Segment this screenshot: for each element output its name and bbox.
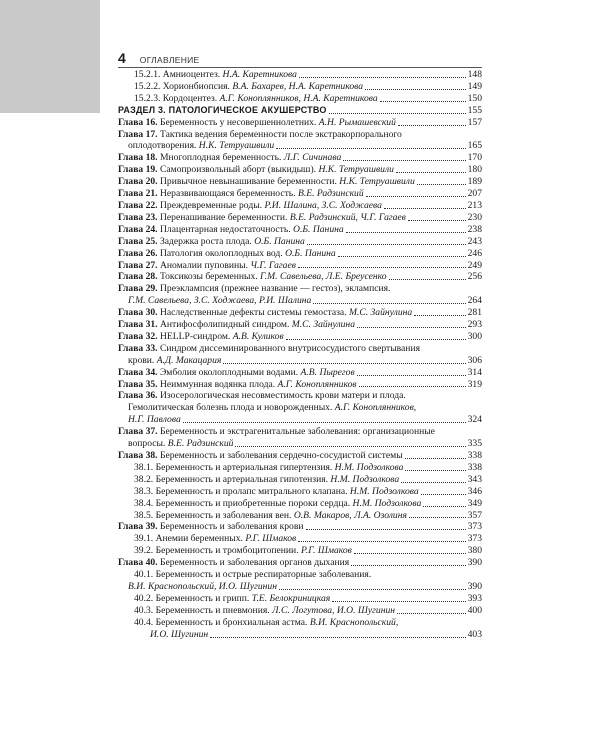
entry-author: А.Г. Коноплянников	[277, 378, 357, 390]
dot-leader	[397, 613, 466, 614]
page-ref: 157	[467, 116, 482, 128]
entry-author: Н.М. Подзолкова	[352, 497, 422, 509]
entry-author: Н.М. Подзолкова	[334, 461, 404, 473]
entry-title: Беременность и заболевания органов дыхания	[157, 557, 350, 569]
dot-leader	[359, 386, 466, 387]
toc-entry-text	[118, 105, 327, 117]
page-ref: 264	[467, 295, 482, 307]
toc-entry-text	[118, 260, 296, 272]
entry-title: Задержка роста плода.	[157, 235, 255, 247]
toc-entry-text	[134, 533, 296, 545]
chapter-label: Глава 26.	[118, 247, 158, 259]
dot-leader	[183, 422, 466, 423]
page-ref: 170	[467, 152, 482, 164]
toc-entry	[118, 379, 482, 391]
toc-entry-text	[150, 629, 208, 641]
entry-title: Беременность и заболевания крови	[157, 521, 304, 533]
entry-title: Тактика ведения беременности после экстракорпорального	[157, 128, 402, 140]
dot-leader	[408, 220, 466, 221]
toc-entry	[118, 200, 482, 212]
toc-entry-text	[118, 283, 390, 295]
entry-author: В.И. Краснопольский, И.О. Шугинин	[128, 580, 277, 592]
chapter-label: Глава 17.	[118, 128, 158, 140]
toc-entry	[118, 545, 482, 557]
entry-title: 39.2. Беременность и тромбоцитопении.	[134, 545, 301, 557]
toc-entry	[118, 414, 482, 426]
chapter-label: Глава 32.	[118, 330, 158, 342]
page-ref: 256	[467, 271, 482, 283]
toc-entry	[118, 117, 482, 129]
entry-title: 40.2. Беременность и грипп.	[134, 592, 252, 604]
section-title: ОГЛАВЛЕНИЕ	[139, 55, 200, 65]
toc-entry	[118, 617, 482, 629]
toc-entry	[118, 521, 482, 533]
page-ref: 380	[467, 545, 482, 557]
chapter-label: Глава 16.	[118, 116, 158, 128]
toc-entry-text	[134, 69, 297, 81]
entry-author: М.С. Зайнулина	[291, 319, 355, 331]
entry-author: Г.М. Савельева, З.С. Ходжаева, Р.И. Шалина	[128, 295, 312, 307]
toc-entry	[118, 93, 482, 105]
page-ref: 319	[467, 378, 482, 390]
dot-leader	[396, 172, 466, 173]
toc-entry	[118, 129, 482, 141]
entry-title: вопросы.	[128, 438, 168, 450]
entry-title: Плацентарная недостаточность.	[157, 223, 294, 235]
entry-title: Синдром диссеминированного внутрисосудистого свертывания	[157, 342, 420, 354]
toc-entry-text	[118, 224, 344, 236]
chapter-label: Глава 18.	[118, 152, 158, 164]
toc-entry-text	[118, 164, 394, 176]
toc-entry-text	[128, 140, 274, 152]
toc-entry	[118, 69, 482, 81]
toc-entry-text	[134, 93, 378, 105]
entry-author: Н.М. Подзолкова	[330, 473, 400, 485]
dot-leader	[401, 482, 465, 483]
toc-entry	[118, 569, 482, 581]
toc-entry	[118, 331, 482, 343]
dot-leader	[223, 363, 465, 364]
dot-leader	[423, 506, 465, 507]
page-ref: 349	[467, 497, 482, 509]
entry-author: О.Б. Панина	[254, 235, 305, 247]
toc-entry-text	[128, 414, 181, 426]
entry-author: Р.Г. Шмаков	[245, 533, 297, 545]
page-ref: 373	[467, 533, 482, 545]
entry-title: 15.2.3. Кордоцентез.	[134, 92, 220, 104]
page-ref: 335	[467, 438, 482, 450]
entry-author: Н.М. Подзолкова	[349, 485, 419, 497]
entry-title: Перенашивание беременности.	[157, 211, 290, 223]
toc-entry-text	[118, 343, 420, 355]
page-ref: 343	[467, 473, 482, 485]
entry-author: В.И. Краснопольский,	[309, 616, 399, 628]
toc-entry	[118, 462, 482, 474]
page-ref: 149	[467, 80, 482, 92]
entry-title: Эмболия околоплодными водами.	[157, 366, 301, 378]
toc-entry	[118, 367, 482, 379]
toc-entry-text	[128, 438, 233, 450]
page-ref: 230	[467, 211, 482, 223]
dot-leader	[306, 529, 466, 530]
entry-title: Токсикозы беременных.	[157, 271, 261, 283]
page-ref: 148	[467, 69, 482, 80]
toc-entry	[118, 140, 482, 152]
entry-author: Н.К. Тетруашвили	[339, 176, 415, 188]
entry-author: А.В. Куликов	[232, 330, 284, 342]
toc-entry	[118, 402, 482, 414]
dot-leader	[343, 160, 465, 161]
toc-entry	[118, 498, 482, 510]
entry-author: В.Е. Радзинский	[167, 438, 234, 450]
toc-entry-text	[118, 188, 364, 200]
dot-leader	[384, 208, 466, 209]
page-ref: 293	[467, 319, 482, 331]
chapter-label: Глава 19.	[118, 164, 158, 176]
toc-entry-text	[118, 117, 396, 129]
toc-entry	[118, 248, 482, 260]
entry-title: HELLP-синдром.	[157, 330, 233, 342]
toc-entry-text	[118, 200, 382, 212]
entry-title: Самопроизвольный аборт (выкидыш).	[157, 164, 319, 176]
toc-entry	[118, 283, 482, 295]
toc-entry	[118, 176, 482, 188]
dot-leader	[329, 113, 466, 114]
entry-title: 15.2.2. Хорионбиопсия.	[134, 80, 233, 92]
toc-entry	[118, 319, 482, 331]
toc-entry	[118, 224, 482, 236]
page-ref: 338	[467, 450, 482, 461]
entry-title: Патология околоплодных вод.	[157, 247, 286, 259]
page-ref: 207	[467, 188, 482, 200]
entry-author: Г.М. Савельева, Л.Е. Бреусенко	[260, 271, 387, 283]
dot-leader	[332, 601, 465, 602]
toc-entry-text	[134, 617, 398, 629]
page-ref: 357	[467, 509, 482, 521]
entry-title: Неиммунная водянка плода.	[157, 378, 278, 390]
entry-title: 15.2.1. Амниоцентез.	[134, 69, 223, 80]
header-rule	[118, 67, 482, 68]
entry-title: 39.1. Анемии беременных.	[134, 533, 246, 545]
page-ref: 324	[467, 414, 482, 426]
page-ref: 346	[467, 485, 482, 497]
entry-author: В.Е. Радзинский, Ч.Г. Гагаев	[289, 211, 406, 223]
chapter-label: Глава 31.	[118, 319, 158, 331]
page-ref: 390	[467, 580, 482, 592]
chapter-label: Глава 25.	[118, 235, 158, 247]
page-ref: 249	[467, 259, 482, 271]
dot-leader	[405, 458, 466, 459]
chapter-label: Глава 36.	[118, 390, 158, 402]
entry-author: А.Д. Макацария	[156, 354, 222, 366]
toc-entry-text	[118, 236, 305, 248]
page-ref: 314	[467, 366, 482, 378]
entry-title: 40.4. Беременность и бронхиальная астма.	[134, 616, 310, 628]
toc-entry-text	[134, 510, 407, 522]
page-ref: 189	[467, 176, 482, 188]
entry-author: О.Б. Панина	[285, 247, 336, 259]
entry-author: Т.Е. Белокриницкая	[251, 592, 331, 604]
dot-leader	[210, 637, 465, 638]
entry-author: Н.А. Каретникова	[222, 69, 297, 80]
toc-entry	[118, 212, 482, 224]
page-ref: 238	[467, 223, 482, 235]
chapter-label: Глава 23.	[118, 211, 158, 223]
dot-leader	[405, 470, 465, 471]
toc-entry	[118, 307, 482, 319]
page-header	[118, 50, 200, 64]
page-ref: 338	[467, 461, 482, 473]
toc-entry-text	[118, 379, 357, 391]
toc-entry-text	[118, 271, 387, 283]
page-ref: 243	[467, 235, 482, 247]
dot-leader	[351, 565, 465, 566]
entry-author: Л.С. Логутова, И.О. Шугинин	[272, 604, 396, 616]
toc-entry-text	[118, 390, 406, 402]
entry-title: Антифосфолипидный синдром.	[157, 319, 292, 331]
entry-title: Многоплодная беременность.	[157, 152, 284, 164]
entry-title: 38.3. Беременность и пролапс митрального клапана.	[134, 485, 350, 497]
toc-entry	[118, 152, 482, 164]
toc-entry	[118, 605, 482, 617]
chapter-label: Глава 30.	[118, 307, 158, 319]
dot-leader	[279, 589, 466, 590]
entry-author: А.Г. Коноплянников,	[334, 402, 417, 414]
toc-entry	[118, 355, 482, 367]
toc-entry	[118, 474, 482, 486]
dot-leader	[313, 303, 465, 304]
toc-entry-text	[118, 450, 403, 462]
entry-title: Привычное невынашивание беременности.	[157, 176, 340, 188]
page-ref: 150	[467, 92, 482, 104]
table-of-contents	[118, 69, 482, 641]
dot-leader	[307, 244, 466, 245]
entry-author: В.А. Бахарев, Н.А. Каретникова	[232, 80, 364, 92]
toc-entry-text	[134, 498, 421, 510]
toc-entry	[118, 510, 482, 522]
dot-leader	[409, 517, 466, 518]
toc-entry-text	[134, 593, 330, 605]
toc-entry-text	[118, 319, 355, 331]
entry-title: 40.3. Беременность и пневмония.	[134, 604, 273, 616]
toc-entry-text	[134, 462, 403, 474]
entry-title: 38.2. Беременность и артериальная гипотензия.	[134, 473, 331, 485]
dot-leader	[398, 125, 466, 126]
toc-entry	[118, 557, 482, 569]
dot-leader	[354, 553, 466, 554]
entry-title: Наследственные дефекты системы гемостаза.	[157, 307, 349, 319]
page-number: 4	[118, 50, 126, 66]
chapter-label: Глава 38.	[118, 450, 158, 461]
page-ref: 400	[467, 604, 482, 616]
chapter-label: Глава 24.	[118, 223, 158, 235]
toc-entry	[118, 390, 482, 402]
toc-entry	[118, 426, 482, 438]
toc-entry-text	[118, 248, 336, 260]
dot-leader	[286, 339, 466, 340]
dot-leader	[338, 256, 466, 257]
entry-author: Ч.Г. Гагаев	[250, 259, 296, 271]
toc-entry	[118, 450, 482, 462]
toc-entry-text	[118, 129, 402, 141]
entry-title: 38.5. Беременность и заболевания вен.	[134, 509, 294, 521]
chapter-label: Глава 35.	[118, 378, 158, 390]
entry-author: Н.К. Тетруашвили	[198, 140, 275, 152]
page-ref: 300	[467, 330, 482, 342]
chapter-label: Глава 34.	[118, 366, 158, 378]
entry-title: Изосерологическая несовместимость крови матери и плода.	[157, 390, 406, 402]
toc-entry-text	[134, 474, 399, 486]
entry-author: И.О. Шугинин	[150, 628, 209, 640]
part-title: РАЗДЕЛ 3. ПАТОЛОГИЧЕСКОЕ АКУШЕРСТВО	[118, 104, 327, 115]
toc-entry-text	[128, 355, 221, 367]
chapter-label: Глава 21.	[118, 188, 158, 200]
toc-entry	[118, 81, 482, 93]
page-ref: 180	[467, 164, 482, 176]
toc-entry-text	[118, 176, 415, 188]
entry-author: О.Б. Панина	[293, 223, 344, 235]
page-ref: 403	[467, 628, 482, 640]
entry-title: Беременность у несовершеннолетних.	[157, 116, 319, 128]
entry-title: Неразвивающаяся беременность.	[157, 188, 298, 200]
page-ref: 213	[467, 199, 482, 211]
toc-entry	[118, 438, 482, 450]
toc-entry-text	[118, 367, 355, 379]
entry-author: О.В. Макаров, Л.А. Озолиня	[293, 509, 407, 521]
toc-entry-text	[118, 521, 304, 533]
toc-entry-text	[118, 307, 412, 319]
chapter-label: Глава 22.	[118, 199, 158, 211]
entry-author: Л.Г. Сичинава	[283, 152, 342, 164]
toc-entry	[118, 533, 482, 545]
dot-leader	[389, 279, 466, 280]
toc-entry	[118, 343, 482, 355]
toc-entry	[118, 271, 482, 283]
entry-author: В.Е. Радзинский	[297, 188, 364, 200]
toc-entry	[118, 629, 482, 641]
page-ref: 281	[467, 307, 482, 319]
chapter-label: Глава 27.	[118, 259, 158, 271]
chapter-label: Глава 33.	[118, 342, 158, 354]
entry-title: 40.1. Беременность и острые респираторные заболевания.	[134, 569, 372, 581]
chapter-label: Глава 28.	[118, 271, 158, 283]
dot-leader	[298, 267, 466, 268]
side-band	[0, 0, 100, 113]
page-ref: 390	[467, 557, 482, 569]
toc-entry-text	[134, 545, 352, 557]
dot-leader	[414, 315, 465, 316]
entry-author: М.С. Зайнулина	[348, 307, 413, 319]
page-ref: 155	[467, 104, 482, 116]
dot-leader	[357, 327, 466, 328]
dot-leader	[276, 148, 465, 149]
dot-leader	[357, 375, 466, 376]
entry-title: Гемолитическая болезнь плода и новорожденных.	[128, 402, 335, 414]
toc-entry	[118, 486, 482, 498]
dot-leader	[299, 77, 466, 78]
chapter-label: Глава 20.	[118, 176, 158, 188]
entry-title: Аномалии пуповины.	[157, 259, 251, 271]
toc-entry-text	[118, 331, 284, 343]
entry-title: 38.1. Беременность и артериальная гипертензия.	[134, 461, 335, 473]
entry-author: А.В. Пырегов	[300, 366, 355, 378]
chapter-label: Глава 40.	[118, 557, 158, 569]
dot-leader	[235, 446, 465, 447]
toc-entry	[118, 164, 482, 176]
page-ref: 246	[467, 247, 482, 259]
page-ref: 165	[467, 140, 482, 152]
dot-leader	[421, 494, 466, 495]
entry-author: А.Г. Коноплянников, Н.А. Каретникова	[219, 92, 378, 104]
chapter-label: Глава 29.	[118, 283, 158, 295]
toc-entry	[118, 105, 482, 117]
entry-author: А.Н. Рымашевский	[318, 116, 396, 128]
dot-leader	[365, 89, 466, 90]
entry-title: 38.4. Беременность и приобретенные пороки сердца.	[134, 497, 353, 509]
toc-entry-text	[128, 295, 311, 307]
entry-title: Беременность и заболевания сердечно-сосудистой системы	[157, 450, 403, 461]
entry-title: оплодотворения.	[128, 140, 199, 152]
chapter-label: Глава 39.	[118, 521, 158, 533]
toc-entry-text	[134, 569, 371, 581]
dot-leader	[366, 196, 466, 197]
toc-entry-text	[134, 605, 395, 617]
toc-entry-text	[118, 152, 341, 164]
dot-leader	[346, 232, 466, 233]
toc-entry-text	[128, 581, 277, 593]
toc-entry	[118, 593, 482, 605]
entry-author: Н.Г. Павлова	[128, 414, 181, 426]
toc-entry	[118, 581, 482, 593]
toc-entry	[118, 236, 482, 248]
entry-title: Преэклампсия (прежнее название — гестоз), эклампсия.	[157, 283, 391, 295]
dot-leader	[298, 541, 465, 542]
toc-entry	[118, 260, 482, 272]
entry-title: крови.	[128, 354, 157, 366]
chapter-label: Глава 37.	[118, 426, 158, 438]
entry-author: Р.И. Шалина, З.С. Ходжаева	[264, 199, 382, 211]
entry-title: Преждевременные роды.	[157, 199, 265, 211]
toc-entry-text	[134, 81, 363, 93]
dot-leader	[417, 184, 466, 185]
toc-entry-text	[118, 557, 349, 569]
page-ref: 393	[467, 592, 482, 604]
toc-entry	[118, 295, 482, 307]
entry-author: Н.К. Тетруашвили	[318, 164, 394, 176]
page-ref: 373	[467, 521, 482, 533]
page-ref: 306	[467, 354, 482, 366]
dot-leader	[380, 101, 466, 102]
entry-title: Беременность и экстрагенитальные заболевания: организационные	[157, 426, 435, 438]
toc-entry-text	[118, 212, 406, 224]
toc-entry-text	[134, 486, 419, 498]
toc-entry-text	[128, 402, 416, 414]
entry-author: Р.Г. Шмаков	[301, 545, 352, 557]
toc-entry-text	[118, 426, 435, 438]
toc-entry	[118, 188, 482, 200]
